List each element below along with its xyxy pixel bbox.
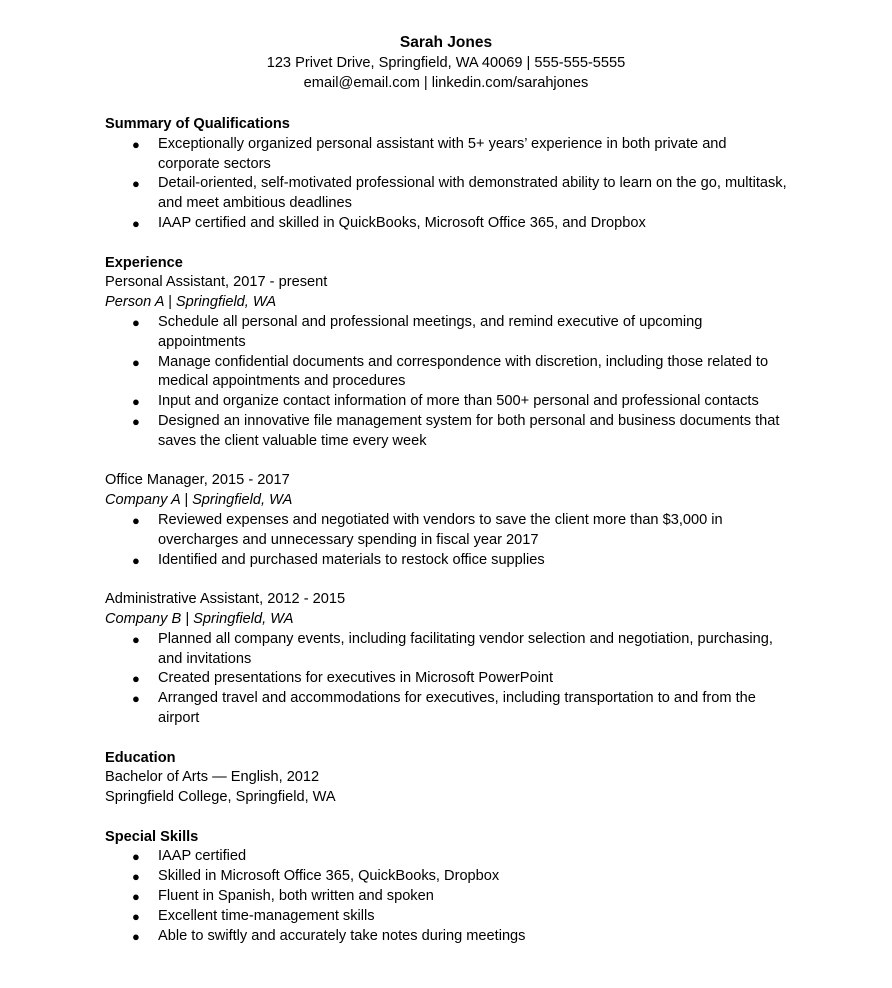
list-item-text-line: Exceptionally organized personal assistant with 5+ years’ experience in both private and	[158, 135, 727, 152]
list-item	[105, 135, 805, 175]
bullet-icon: ●	[132, 512, 140, 528]
education-school: Springfield College, Springfield, WA	[105, 789, 336, 806]
job-title: Personal Assistant, 2017 - present	[105, 274, 328, 291]
list-item	[105, 412, 805, 452]
applicant-name: Sarah Jones	[399, 34, 493, 51]
list-item-text-line: corporate sectors	[158, 155, 271, 172]
list-item-text-line: saves the client valuable time every week	[158, 432, 427, 449]
list-item-text-line: appointments	[158, 333, 246, 350]
bullet-icon: ●	[132, 869, 140, 885]
list-item	[105, 353, 805, 393]
list-item-text-line: Excellent time-management skills	[158, 907, 375, 924]
list-item	[105, 313, 805, 353]
job-title: Administrative Assistant, 2012 - 2015	[105, 591, 346, 608]
summary-list	[105, 135, 805, 234]
education-heading: Education	[105, 749, 176, 766]
list-item-text-line: overcharges and unnecessary spending in fiscal year 2017	[158, 531, 539, 548]
list-item-text-line: Designed an innovative file management system for both personal and business documents that	[158, 412, 780, 429]
job-entry	[105, 273, 805, 451]
bullet-icon: ●	[132, 928, 140, 944]
job-company: Company A | Springfield, WA	[105, 492, 293, 509]
bullet-icon: ●	[132, 552, 140, 568]
bullet-icon: ●	[132, 394, 140, 410]
job-title: Office Manager, 2015 - 2017	[105, 472, 290, 489]
list-item-text-line: Arranged travel and accommodations for executives, including transportation to and from the	[158, 690, 756, 707]
contact-line: email@email.com | linkedin.com/sarahjones	[303, 75, 589, 91]
bullet-icon: ●	[132, 631, 140, 647]
list-item-text-line: Identified and purchased materials to restock office supplies	[158, 551, 545, 568]
list-item	[105, 174, 805, 214]
job-duties-list	[105, 630, 805, 729]
list-item	[105, 927, 805, 947]
job-duties-list	[105, 511, 805, 570]
list-item	[105, 867, 805, 887]
bullet-icon: ●	[132, 889, 140, 905]
list-item-text-line: and meet ambitious deadlines	[158, 195, 352, 212]
list-item-text-line: Fluent in Spanish, both written and spoken	[158, 888, 434, 905]
list-item-text-line: medical appointments and procedures	[158, 373, 406, 390]
list-item-text-line: airport	[158, 709, 200, 726]
list-item	[105, 551, 805, 571]
list-item-text-line: IAAP certified	[158, 848, 247, 865]
list-item-text-line: Reviewed expenses and negotiated with vendors to save the client more than $3,000 in	[158, 511, 723, 528]
address-line: 123 Privet Drive, Springfield, WA 40069 | 555-555-5555	[266, 55, 626, 71]
bullet-icon: ●	[132, 849, 140, 865]
list-item	[105, 907, 805, 927]
bullet-icon: ●	[132, 908, 140, 924]
bullet-icon: ●	[132, 176, 140, 192]
list-item	[105, 392, 805, 412]
skills-list	[105, 847, 805, 946]
list-item-text-line: Skilled in Microsoft Office 365, QuickBooks, Dropbox	[158, 868, 500, 885]
bullet-icon: ●	[132, 136, 140, 152]
list-item-text-line: Input and organize contact information of more than 500+ personal and professional contacts	[158, 393, 759, 410]
list-item-text-line: Created presentations for executives in Microsoft PowerPoint	[158, 670, 554, 687]
list-item-text-line: Able to swiftly and accurately take notes during meetings	[158, 927, 526, 944]
list-item-text-line: and invitations	[158, 650, 252, 667]
list-item	[105, 511, 805, 551]
job-company: Company B | Springfield, WA	[105, 610, 294, 627]
bullet-icon: ●	[132, 354, 140, 370]
bullet-icon: ●	[132, 413, 140, 429]
bullet-icon: ●	[132, 215, 140, 231]
summary-heading: Summary of Qualifications	[105, 116, 290, 132]
education-degree: Bachelor of Arts — English, 2012	[105, 769, 320, 786]
list-item	[105, 847, 805, 867]
bullet-icon: ●	[132, 691, 140, 707]
skills-heading: Special Skills	[105, 828, 199, 845]
list-item-text-line: IAAP certified and skilled in QuickBooks, Microsoft Office 365, and Dropbox	[158, 214, 646, 231]
experience-heading: Experience	[105, 254, 183, 271]
list-item-text-line: Planned all company events, including facilitating vendor selection and negotiation, purchasing,	[158, 630, 773, 647]
list-item-text-line: Detail-oriented, self-motivated professional with demonstrated ability to learn on the go, multitask,	[158, 175, 787, 192]
list-item	[105, 630, 805, 670]
list-item	[105, 669, 805, 689]
resume-header	[0, 33, 892, 93]
bullet-icon: ●	[132, 671, 140, 687]
list-item	[105, 214, 805, 234]
job-duties-list	[105, 313, 805, 452]
list-item	[105, 887, 805, 907]
job-entry	[105, 590, 805, 729]
list-item-text-line: Schedule all personal and professional meetings, and remind executive of upcoming	[158, 313, 703, 330]
list-item-text-line: Manage confidential documents and correspondence with discretion, including those related to	[158, 353, 769, 370]
list-item	[105, 689, 805, 729]
job-entry	[105, 471, 805, 570]
resume-body	[105, 115, 805, 946]
job-company: Person A | Springfield, WA	[105, 294, 277, 311]
bullet-icon: ●	[132, 314, 140, 330]
